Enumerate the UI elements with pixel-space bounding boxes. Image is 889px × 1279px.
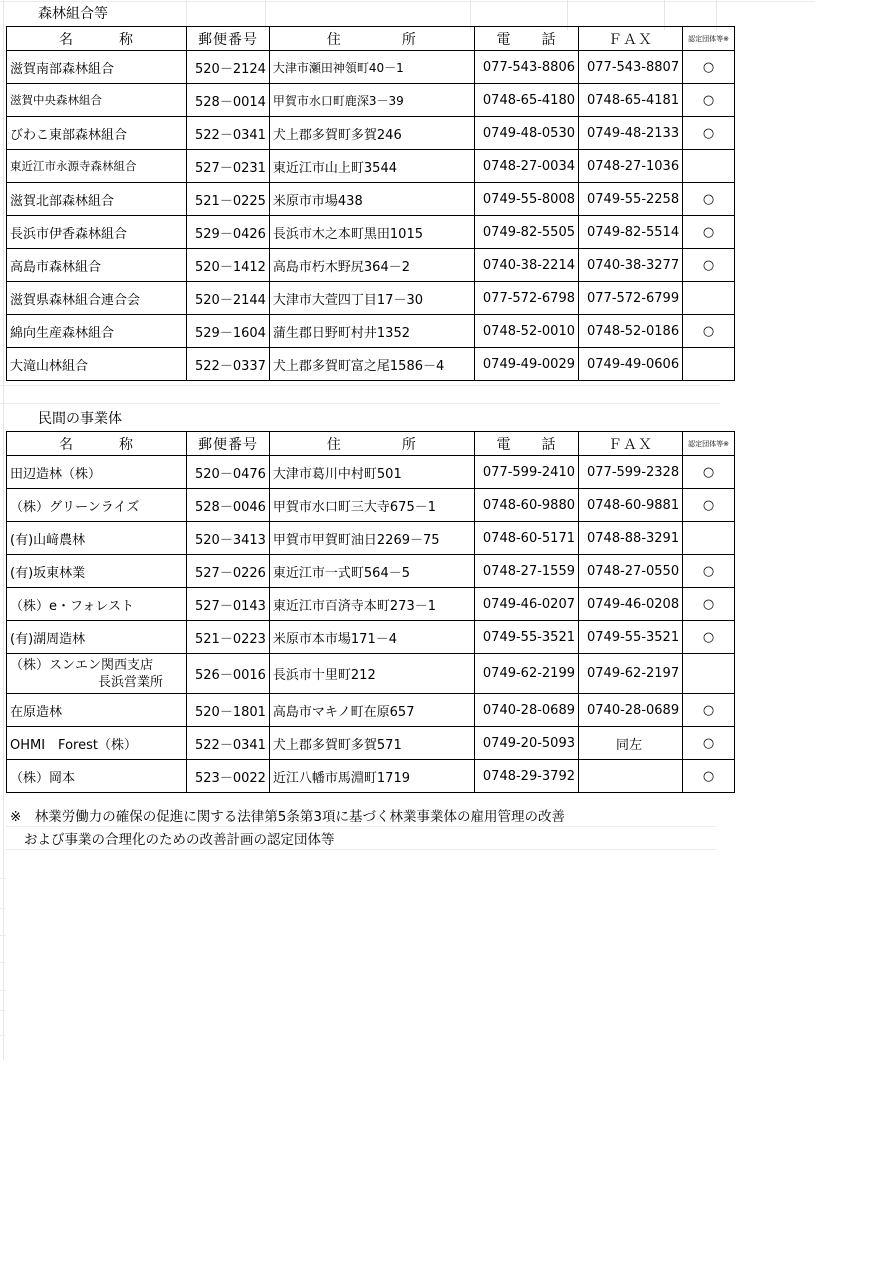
cell-fax: 0740-28-0689 <box>579 694 683 727</box>
cell-zip: 523－0022 <box>187 760 270 793</box>
cell-address: 大津市葛川中村町501 <box>269 456 474 489</box>
cell-fax: 0749-55-2258 <box>579 183 683 216</box>
cell-address: 高島市マキノ町在原657 <box>269 694 474 727</box>
cell-cert <box>683 150 735 183</box>
cell-address: 長浜市十里町212 <box>269 654 474 694</box>
cell-name: 長浜市伊香森林組合 <box>7 216 187 249</box>
cell-cert: ○ <box>683 588 735 621</box>
cell-name: 田辺造林（株） <box>7 456 187 489</box>
cell-name: 滋賀県森林組合連合会 <box>7 282 187 315</box>
cell-tel: 0740-28-0689 <box>474 694 578 727</box>
cell-zip: 520－0476 <box>187 456 270 489</box>
header-tel: 電 話 <box>474 432 578 456</box>
grid-line <box>0 1 815 2</box>
header-address: 住 所 <box>269 27 474 51</box>
cell-fax: 0749-46-0208 <box>579 588 683 621</box>
cell-cert: ○ <box>683 84 735 117</box>
cell-address: 蒲生郡日野町村井1352 <box>269 315 474 348</box>
cell-address: 犬上郡多賀町富之尾1586－4 <box>269 348 474 381</box>
cell-zip: 527－0226 <box>187 555 270 588</box>
cell-name-line-1: （株）スンエン関西支店 <box>10 657 154 673</box>
header-zip: 郵便番号 <box>187 432 270 456</box>
cell-tel: 0749-62-2199 <box>474 654 578 694</box>
cell-zip: 520－3413 <box>187 522 270 555</box>
table-row <box>7 216 735 249</box>
cell-address: 大津市大萱四丁目17－30 <box>269 282 474 315</box>
grid-line <box>0 908 6 909</box>
cell-cert: ○ <box>683 621 735 654</box>
cell-fax: 0749-55-3521 <box>579 621 683 654</box>
cell-fax: 同左 <box>579 727 683 760</box>
cell-name: びわこ東部森林組合 <box>7 117 187 150</box>
grid-line <box>0 1010 6 1011</box>
header-name: 名 称 <box>7 27 187 51</box>
cell-name: 高島市森林組合 <box>7 249 187 282</box>
cell-address: 長浜市木之本町黒田1015 <box>269 216 474 249</box>
cell-address: 甲賀市水口町鹿深3－39 <box>269 84 474 117</box>
cell-tel: 0749-20-5093 <box>474 727 578 760</box>
header-cert: 認定団体等※ <box>683 27 735 51</box>
table-row <box>7 555 735 588</box>
cell-name: 綿向生産森林組合 <box>7 315 187 348</box>
cell-zip: 528－0046 <box>187 489 270 522</box>
cell-zip: 520－2124 <box>187 51 270 84</box>
cell-zip: 527－0143 <box>187 588 270 621</box>
cell-tel: 0748-27-0034 <box>474 150 578 183</box>
cell-name-line-2: 長浜営業所 <box>98 674 164 690</box>
cell-zip: 522－0337 <box>187 348 270 381</box>
header-fax: ＦＡＸ <box>579 432 683 456</box>
cell-address: 犬上郡多賀町多賀246 <box>269 117 474 150</box>
grid-line <box>0 990 6 991</box>
cell-fax <box>579 760 683 793</box>
table-row <box>7 621 735 654</box>
grid-line <box>0 962 6 963</box>
header-cert: 認定団体等※ <box>683 432 735 456</box>
cell-tel: 0749-46-0207 <box>474 588 578 621</box>
cell-fax: 0748-65-4181 <box>579 84 683 117</box>
cell-fax: 0749-48-2133 <box>579 117 683 150</box>
cell-address: 東近江市一式町564－5 <box>269 555 474 588</box>
cell-name: (有)湖周造林 <box>7 621 187 654</box>
section-title-forest-associations: 森林組合等 <box>38 6 108 22</box>
cell-zip: 528－0014 <box>187 84 270 117</box>
grid-line <box>0 1035 6 1036</box>
cell-tel: 077-572-6798 <box>474 282 578 315</box>
cell-zip: 521－0225 <box>187 183 270 216</box>
cell-zip: 526－0016 <box>187 654 270 694</box>
header-tel: 電 話 <box>474 27 578 51</box>
table-row <box>7 588 735 621</box>
header-name: 名 称 <box>7 432 187 456</box>
cell-name: (有)山﨑農林 <box>7 522 187 555</box>
cell-address: 東近江市百済寺本町273－1 <box>269 588 474 621</box>
cell-cert: ○ <box>683 117 735 150</box>
cell-fax: 0749-49-0606 <box>579 348 683 381</box>
cell-cert: ○ <box>683 760 735 793</box>
grid-line <box>0 385 720 386</box>
private-businesses-table <box>6 431 735 793</box>
cell-zip: 522－0341 <box>187 117 270 150</box>
cell-tel: 077-543-8806 <box>474 51 578 84</box>
table-row <box>7 117 735 150</box>
cell-address: 高島市朽木野尻364－2 <box>269 249 474 282</box>
cell-tel: 0748-29-3792 <box>474 760 578 793</box>
cell-address: 米原市本市場171－4 <box>269 621 474 654</box>
cell-tel: 077-599-2410 <box>474 456 578 489</box>
cell-cert: ○ <box>683 315 735 348</box>
cell-cert: ○ <box>683 249 735 282</box>
cell-cert: ○ <box>683 555 735 588</box>
cell-fax: 077-572-6799 <box>579 282 683 315</box>
grid-line <box>0 935 6 936</box>
cell-zip: 529－0426 <box>187 216 270 249</box>
footnote <box>6 804 716 850</box>
cell-zip: 520－1801 <box>187 694 270 727</box>
cell-zip: 520－1412 <box>187 249 270 282</box>
cell-name: 大滝山林組合 <box>7 348 187 381</box>
cell-fax: 0748-60-9881 <box>579 489 683 522</box>
table-header-row <box>7 432 735 456</box>
cell-name: （株）e・フォレスト <box>7 588 187 621</box>
cell-cert <box>683 282 735 315</box>
cell-tel: 0748-27-1559 <box>474 555 578 588</box>
cell-zip: 527－0231 <box>187 150 270 183</box>
table-row <box>7 84 735 117</box>
cell-address: 甲賀市甲賀町油日2269－75 <box>269 522 474 555</box>
cell-address: 米原市市場438 <box>269 183 474 216</box>
cell-cert <box>683 654 735 694</box>
cell-name: 滋賀南部森林組合 <box>7 51 187 84</box>
header-address: 住 所 <box>269 432 474 456</box>
cell-zip: 521－0223 <box>187 621 270 654</box>
cell-name: (有)坂東林業 <box>7 555 187 588</box>
cell-cert <box>683 522 735 555</box>
grid-line <box>0 403 720 404</box>
cell-tel: 0740-38-2214 <box>474 249 578 282</box>
table-row <box>7 150 735 183</box>
cell-name: 滋賀中央森林組合 <box>7 84 187 117</box>
table-row <box>7 654 735 694</box>
cell-name: （株）グリーンライズ <box>7 489 187 522</box>
header-zip: 郵便番号 <box>187 27 270 51</box>
table-header-row <box>7 27 735 51</box>
grid-line <box>3 0 4 1060</box>
cell-fax: 0748-27-1036 <box>579 150 683 183</box>
cell-fax: 0748-88-3291 <box>579 522 683 555</box>
cell-tel: 0749-82-5505 <box>474 216 578 249</box>
cell-fax: 0749-82-5514 <box>579 216 683 249</box>
cell-tel: 0749-48-0530 <box>474 117 578 150</box>
cell-name: 滋賀北部森林組合 <box>7 183 187 216</box>
table-row <box>7 249 735 282</box>
cell-address: 大津市瀬田神領町40－1 <box>269 51 474 84</box>
cell-cert: ○ <box>683 456 735 489</box>
header-fax: ＦＡＸ <box>579 27 683 51</box>
footnote-line-1: ※ 林業労働力の確保の促進に関する法律第5条第3項に基づく林業事業体の雇用管理の改善 <box>10 809 565 825</box>
cell-tel: 0749-55-3521 <box>474 621 578 654</box>
cell-cert: ○ <box>683 51 735 84</box>
section-title-private-businesses: 民間の事業体 <box>38 411 122 427</box>
cell-fax: 0749-62-2197 <box>579 654 683 694</box>
cell-cert: ○ <box>683 694 735 727</box>
table-row <box>7 51 735 84</box>
table-row <box>7 315 735 348</box>
cell-name: 在原造林 <box>7 694 187 727</box>
cell-fax: 077-543-8807 <box>579 51 683 84</box>
cell-address: 甲賀市水口町三大寺675－1 <box>269 489 474 522</box>
table-row <box>7 727 735 760</box>
footnote-row <box>6 804 716 827</box>
cell-tel: 0748-60-9880 <box>474 489 578 522</box>
cell-cert: ○ <box>683 727 735 760</box>
cell-cert: ○ <box>683 216 735 249</box>
cell-zip: 520－2144 <box>187 282 270 315</box>
forest-associations-table <box>6 26 735 381</box>
cell-fax: 0748-52-0186 <box>579 315 683 348</box>
cell-name: （株）岡本 <box>7 760 187 793</box>
cell-cert: ○ <box>683 489 735 522</box>
footnote-line-2: および事業の合理化のための改善計画の認定団体等 <box>24 832 335 848</box>
cell-fax: 077-599-2328 <box>579 456 683 489</box>
cell-address: 犬上郡多賀町多賀571 <box>269 727 474 760</box>
table-row <box>7 489 735 522</box>
table-row <box>7 456 735 489</box>
cell-address: 近江八幡市馬淵町1719 <box>269 760 474 793</box>
footnote-row <box>6 827 716 850</box>
cell-name: 東近江市永源寺森林組合 <box>7 150 187 183</box>
cell-tel: 0749-49-0029 <box>474 348 578 381</box>
cell-name <box>7 654 187 694</box>
table-row <box>7 183 735 216</box>
table-row <box>7 348 735 381</box>
cell-tel: 0748-65-4180 <box>474 84 578 117</box>
cell-tel: 0749-55-8008 <box>474 183 578 216</box>
cell-fax: 0748-27-0550 <box>579 555 683 588</box>
table-row <box>7 760 735 793</box>
cell-address: 東近江市山上町3544 <box>269 150 474 183</box>
table-row <box>7 282 735 315</box>
cell-fax: 0740-38-3277 <box>579 249 683 282</box>
cell-cert <box>683 348 735 381</box>
cell-zip: 529－1604 <box>187 315 270 348</box>
cell-tel: 0748-52-0010 <box>474 315 578 348</box>
table-row <box>7 694 735 727</box>
cell-tel: 0748-60-5171 <box>474 522 578 555</box>
table-row <box>7 522 735 555</box>
cell-zip: 522－0341 <box>187 727 270 760</box>
grid-line <box>0 878 6 879</box>
cell-cert: ○ <box>683 183 735 216</box>
cell-name: OHMI Forest（株） <box>7 727 187 760</box>
